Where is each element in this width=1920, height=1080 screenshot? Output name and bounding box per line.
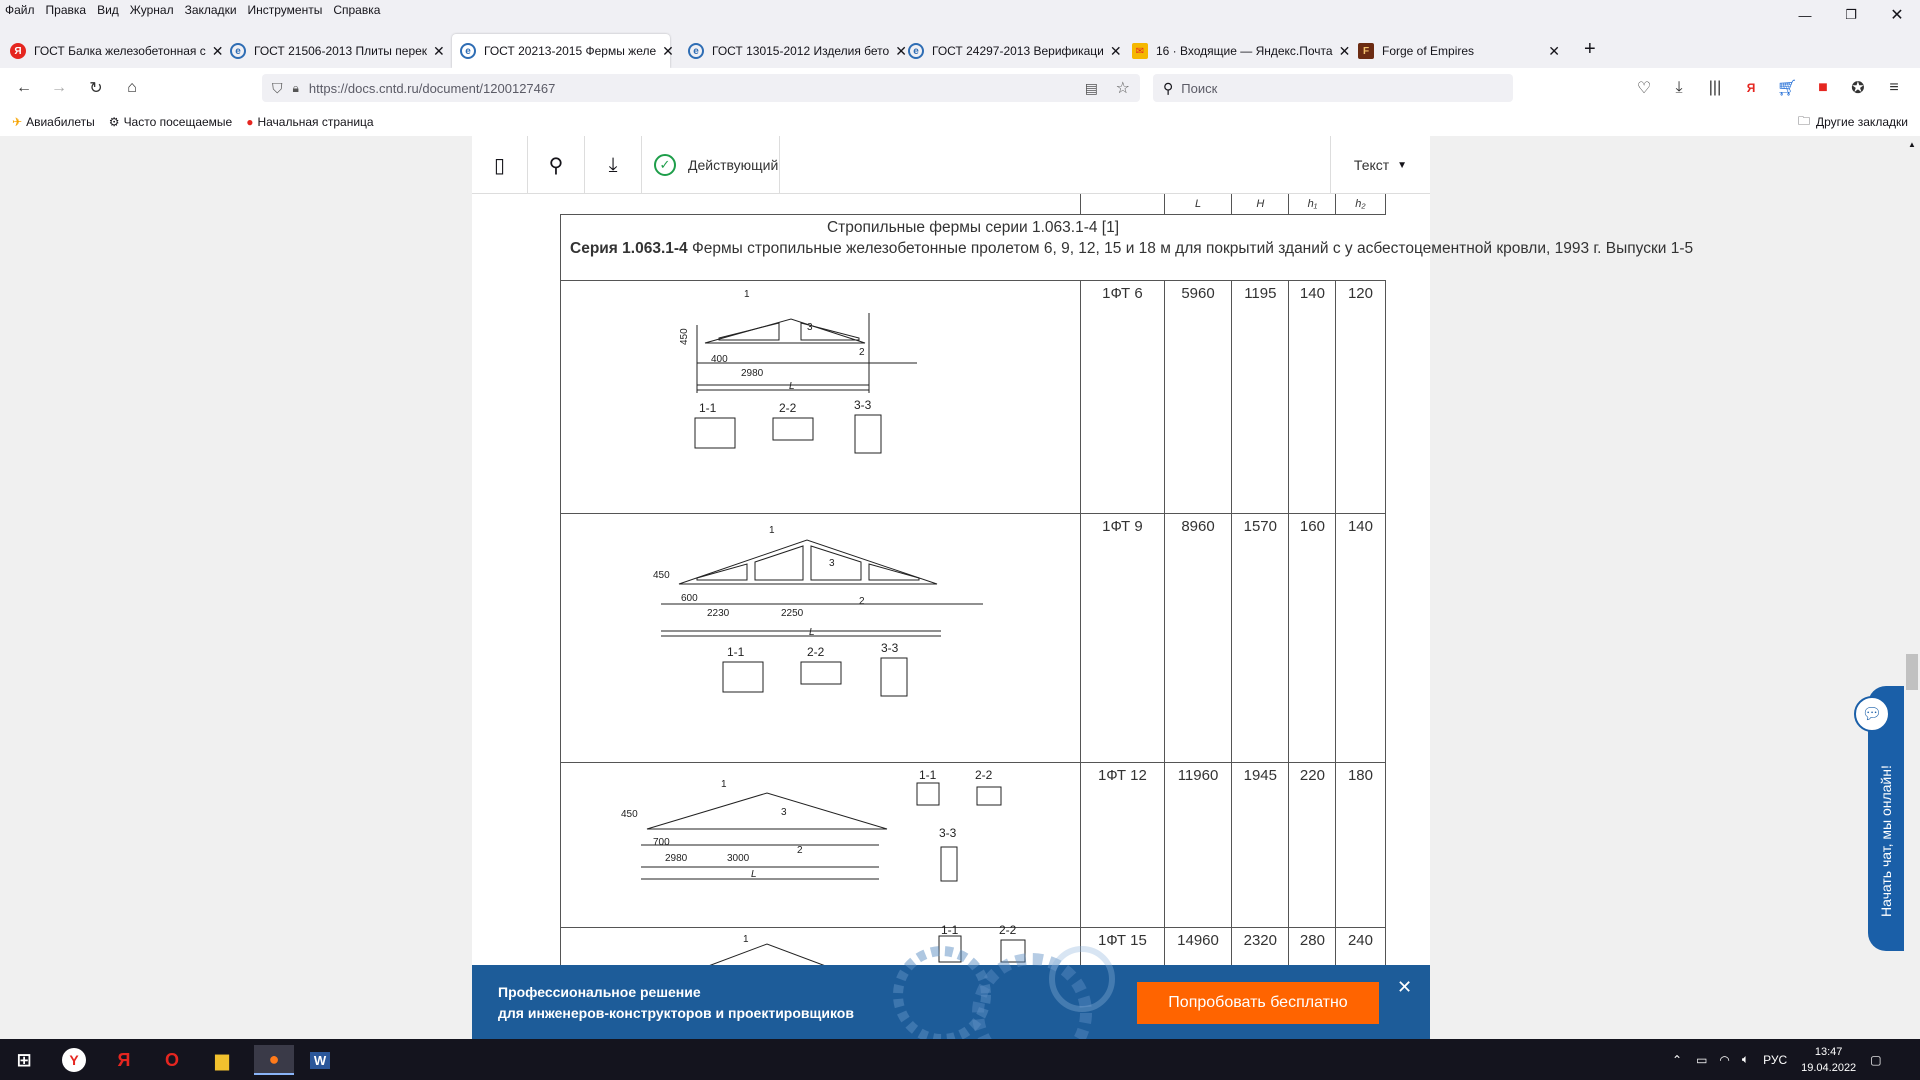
menu-bar — [0, 0, 1920, 20]
menu-bookmarks[interactable]: Закладки — [184, 3, 237, 17]
drawing-cell — [561, 281, 1081, 514]
tab-label: ГОСТ 20213-2015 Фермы желе — [484, 44, 657, 58]
chat-label[interactable]: Начать чат, мы онлайн! — [1878, 765, 1894, 917]
tab-gost-balka[interactable] — [2, 34, 224, 68]
svg-text:2: 2 — [858, 347, 865, 358]
reader-view-icon[interactable]: ▤ — [1084, 79, 1098, 96]
chat-bubble-icon[interactable]: 💬︎ — [1854, 696, 1890, 732]
search-icon: ⚲ — [1163, 79, 1174, 96]
bookmark-aviabilety[interactable]: Авиабилеты — [26, 115, 95, 129]
opera-icon[interactable]: O — [164, 1049, 179, 1070]
windows-start-icon[interactable]: ⊞ — [16, 1049, 32, 1070]
promo-banner — [472, 965, 1430, 1039]
bookmarks-bar — [0, 108, 1920, 136]
series-row — [561, 215, 1386, 281]
volume-icon[interactable]: 🔈︎ — [1741, 1052, 1750, 1066]
row-h1: 160 — [1289, 514, 1336, 763]
svg-text:600: 600 — [680, 593, 698, 604]
menu-edit[interactable]: Правка — [45, 3, 87, 17]
row-h2: 120 — [1336, 281, 1385, 514]
tab-forge-of-empires[interactable] — [1350, 34, 1568, 68]
cntd-icon: e — [908, 43, 924, 59]
pocket-icon[interactable]: ♡ — [1636, 80, 1652, 97]
document-area — [472, 136, 1694, 1039]
clock-date: 19.04.2022 — [1801, 1061, 1857, 1074]
svg-text:L: L — [808, 627, 815, 638]
close-tab-icon[interactable]: ✕ — [662, 42, 674, 59]
search-box[interactable] — [1153, 74, 1513, 102]
bookmark-star-icon[interactable]: ☆ — [1115, 80, 1130, 97]
row-mark: 1ФТ 12 — [1081, 763, 1165, 928]
svg-text:1-1: 1-1 — [698, 401, 716, 415]
row-mark: 1ФТ 9 — [1081, 514, 1165, 763]
svg-text:L: L — [788, 381, 795, 392]
tab-gost-20213[interactable] — [452, 34, 674, 68]
svg-text:2-2: 2-2 — [974, 768, 992, 782]
svg-text:3: 3 — [828, 558, 835, 569]
download-icon: ⤓ — [608, 153, 618, 176]
close-icon[interactable]: ✕ — [1397, 977, 1413, 997]
truss-drawing-1ft6 — [569, 285, 1073, 505]
svg-text:2980: 2980 — [740, 368, 763, 379]
svg-text:2-2: 2-2 — [806, 645, 824, 659]
drawing-cell — [561, 763, 1081, 928]
clock-time: 13:47 — [1814, 1045, 1843, 1058]
search-doc-button[interactable] — [528, 136, 585, 194]
svg-text:3-3: 3-3 — [853, 398, 871, 412]
yandex-icon[interactable]: Я — [117, 1049, 131, 1070]
svg-text:2-2: 2-2 — [998, 923, 1016, 937]
svg-text:400: 400 — [710, 354, 728, 365]
svg-text:3000: 3000 — [726, 853, 749, 864]
table-header-row — [561, 194, 1386, 215]
row-mark: 1ФТ 6 — [1081, 281, 1165, 514]
svg-text:700: 700 — [652, 837, 670, 848]
yandex-browser-icon[interactable]: Y — [58, 1045, 90, 1075]
tab-label: ГОСТ Балка железобетонная с — [34, 44, 206, 58]
row-h1: 220 — [1289, 763, 1336, 928]
svg-text:450: 450 — [620, 809, 638, 820]
series-bold: Серия 1.063.1-4 — [570, 240, 688, 257]
svg-text:3: 3 — [806, 322, 813, 333]
svg-text:1: 1 — [720, 779, 727, 790]
tab-gost-13015[interactable] — [680, 34, 907, 68]
row-h1: 280 — [1289, 928, 1336, 1048]
firefox-icon: ● — [246, 115, 254, 129]
menu-help[interactable]: Справка — [333, 3, 381, 17]
wifi-icon[interactable]: ◠ — [1719, 1052, 1730, 1067]
svg-text:1-1: 1-1 — [726, 645, 744, 659]
chevron-up-icon[interactable]: ⌃ — [1672, 1052, 1683, 1067]
table-row — [561, 281, 1386, 514]
row-l: 14960 — [1164, 928, 1231, 1048]
view-mode-dropdown[interactable] — [1330, 136, 1430, 194]
mail-icon: ✉ — [1132, 43, 1148, 59]
svg-text:L: L — [750, 869, 757, 880]
menu-file[interactable]: Файл — [5, 3, 35, 17]
row-h: 1195 — [1232, 281, 1289, 514]
caret-down-icon: ▼ — [1397, 159, 1408, 171]
svg-text:3-3: 3-3 — [880, 641, 898, 655]
banner-line-2: для инженеров-конструкторов и проектировщиков — [498, 1005, 854, 1021]
tab-yandex-mail[interactable] — [1124, 34, 1351, 68]
try-free-button[interactable]: Попробовать бесплатно — [1137, 982, 1379, 1024]
tab-label: ГОСТ 13015-2012 Изделия бето — [712, 44, 890, 58]
row-h2: 140 — [1336, 514, 1385, 763]
check-circle-icon: ✓ — [654, 154, 676, 176]
row-h: 1570 — [1232, 514, 1289, 763]
foe-icon: F — [1358, 43, 1374, 59]
svg-text:2-2: 2-2 — [778, 401, 796, 415]
yandex-icon: Я — [10, 43, 26, 59]
yandex-extension-icon[interactable]: Я — [1746, 81, 1756, 95]
tab-label: ГОСТ 24297-2013 Верификаци — [932, 44, 1104, 58]
page-scrollbar[interactable] — [1904, 136, 1920, 1039]
extension-icon[interactable]: ✪ — [1851, 80, 1865, 97]
bookmark-most-visited[interactable]: Часто посещаемые — [123, 115, 233, 129]
svg-text:1-1: 1-1 — [940, 923, 958, 937]
menu-tools[interactable]: Инструменты — [247, 3, 323, 17]
document-toolbar — [472, 136, 1430, 194]
firefox-icon[interactable]: ● — [254, 1045, 294, 1075]
close-tab-icon[interactable]: ✕ — [211, 42, 224, 59]
status-text: Действующий — [688, 157, 779, 173]
bookmark-start-page[interactable]: Начальная страница — [257, 115, 374, 129]
scroll-up-icon[interactable]: ▲ — [1908, 140, 1916, 149]
url-bar[interactable] — [262, 74, 1140, 102]
series-title: Стропильные фермы серии 1.063.1-4 [1] — [826, 219, 1120, 236]
close-tab-icon[interactable]: ✕ — [433, 42, 445, 59]
table-row — [561, 514, 1386, 763]
other-bookmarks[interactable]: Другие закладки — [1816, 115, 1908, 129]
hamburger-menu-icon[interactable]: ≡ — [1889, 79, 1899, 96]
svg-text:2250: 2250 — [780, 608, 803, 619]
navigation-bar — [0, 68, 1920, 108]
new-tab-button[interactable]: + — [1584, 38, 1596, 60]
plane-icon: ✈ — [12, 115, 23, 129]
close-tab-icon[interactable]: ✕ — [1338, 42, 1351, 59]
row-h2: 180 — [1336, 763, 1385, 928]
series-desc: Фермы стропильные железобетонные пролетом 6, 9, 12, 15 и 18 м для покрытий зданий с у асбестоцементной кровли, 1993 г. Выпуски 1-5 — [691, 240, 1694, 257]
tab-label: 16 · Входящие — Яндекс.Почта — [1156, 44, 1333, 58]
svg-text:2: 2 — [858, 596, 865, 607]
downloads-icon[interactable]: ⤓ — [1675, 79, 1683, 96]
menu-history[interactable]: Журнал — [129, 3, 174, 17]
tab-label: ГОСТ 21506-2013 Плиты перек — [254, 44, 428, 58]
truss-drawing-1ft9 — [569, 518, 1073, 754]
word-icon[interactable]: W — [304, 1045, 336, 1075]
cart-icon[interactable]: 🛒︎ — [1776, 80, 1798, 97]
folder-icon: 🗀︎ — [1798, 113, 1811, 128]
menu-view[interactable]: Вид — [97, 3, 119, 17]
search-icon: ⚲ — [548, 154, 564, 177]
row-l: 5960 — [1164, 281, 1231, 514]
clock[interactable] — [1801, 1044, 1856, 1076]
flag-extension-icon[interactable]: ■ — [1818, 79, 1828, 96]
col-header-l: L — [1164, 194, 1231, 215]
row-h: 1945 — [1232, 763, 1289, 928]
tab-bar — [0, 32, 1920, 68]
scrollbar-thumb[interactable] — [1906, 654, 1918, 690]
close-tab-icon[interactable]: ✕ — [1109, 42, 1122, 59]
cntd-icon: e — [688, 43, 704, 59]
file-explorer-icon[interactable]: ▆ — [215, 1049, 229, 1070]
cntd-icon: e — [460, 43, 476, 59]
shield-icon[interactable]: ⛉ — [272, 79, 283, 96]
gost-table — [560, 194, 1694, 1048]
svg-text:450: 450 — [652, 570, 670, 581]
col-header-h: H — [1232, 194, 1289, 215]
svg-text:450: 450 — [678, 328, 690, 345]
svg-text:1: 1 — [742, 934, 749, 945]
status-badge[interactable] — [642, 136, 780, 194]
contents-button[interactable] — [472, 136, 528, 194]
book-icon: ▯ — [493, 154, 505, 177]
svg-text:3: 3 — [780, 807, 787, 818]
system-tray — [1672, 1039, 1882, 1080]
language-indicator[interactable]: РУС — [1763, 1052, 1788, 1067]
banner-line-1: Профессиональное решение — [498, 984, 701, 1000]
svg-text:2980: 2980 — [664, 853, 687, 864]
row-h: 2320 — [1232, 928, 1289, 1048]
truss-drawing-1ft12 — [569, 767, 1073, 919]
monitor-icon[interactable]: ▭ — [1696, 1052, 1708, 1067]
library-icon[interactable]: ||| — [1708, 79, 1722, 96]
row-l: 8960 — [1164, 514, 1231, 763]
close-tab-icon[interactable]: ✕ — [895, 42, 907, 59]
tab-gost-24297[interactable] — [900, 34, 1122, 68]
restore-button[interactable]: ❐ — [1845, 7, 1857, 22]
col-header-h1: h₁ — [1289, 194, 1336, 215]
home-icon[interactable]: ⌂ — [127, 79, 137, 96]
row-h2: 240 — [1336, 928, 1385, 1048]
lock-icon[interactable]: 🔒︎ — [292, 80, 299, 95]
gear-icon: ⚙ — [108, 115, 120, 129]
search-placeholder: Поиск — [1181, 80, 1218, 96]
svg-text:2: 2 — [796, 845, 803, 856]
taskbar — [0, 1039, 1920, 1080]
download-button[interactable] — [585, 136, 642, 194]
close-tab-icon[interactable]: ✕ — [1548, 42, 1560, 59]
tab-label: Forge of Empires — [1382, 44, 1475, 58]
forward-icon[interactable]: → — [51, 79, 67, 96]
svg-text:1-1: 1-1 — [918, 768, 936, 782]
view-mode-label: Текст — [1353, 157, 1390, 173]
notifications-icon[interactable]: ▢ — [1870, 1052, 1882, 1067]
url-text[interactable]: https://docs.cntd.ru/document/1200127467 — [308, 80, 556, 96]
svg-text:1: 1 — [743, 289, 750, 300]
col-header-h2: h₂ — [1336, 194, 1385, 215]
row-mark: 1ФТ 15 — [1081, 928, 1165, 1048]
chat-widget[interactable] — [1861, 686, 1904, 951]
close-window-button[interactable]: ✕ — [1890, 7, 1904, 24]
svg-text:3-3: 3-3 — [938, 826, 956, 840]
svg-text:2230: 2230 — [706, 608, 729, 619]
table-row — [561, 763, 1386, 928]
reload-icon[interactable]: ↻ — [89, 80, 103, 97]
cntd-icon: e — [230, 43, 246, 59]
back-icon[interactable]: ← — [16, 79, 32, 96]
minimize-button[interactable]: — — [1798, 7, 1812, 23]
row-h1: 140 — [1289, 281, 1336, 514]
page-viewport — [0, 136, 1904, 1039]
drawing-cell — [561, 514, 1081, 763]
tab-gost-21506[interactable] — [222, 34, 445, 68]
svg-text:1: 1 — [768, 525, 775, 536]
row-l: 11960 — [1164, 763, 1231, 928]
